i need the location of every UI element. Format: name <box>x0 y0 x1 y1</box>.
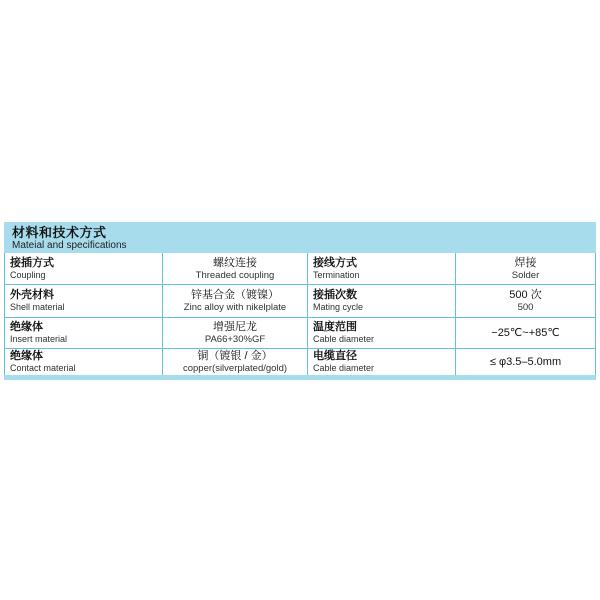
label-cell-contact-material <box>5 349 163 375</box>
table-row-shell-material <box>5 285 595 318</box>
table-row-insert-material <box>5 318 595 349</box>
label-cell-mating-cycle <box>308 285 456 317</box>
value-cn: 螺纹连接 <box>213 256 257 269</box>
value-cn: 铜（镀银 / 金） <box>197 350 273 362</box>
label-en: Shell material <box>10 302 65 312</box>
label-cn: 接插次数 <box>313 289 357 301</box>
value-en: copper(silverplated/gold) <box>182 363 288 374</box>
value-cn: 焊接 <box>514 256 537 269</box>
label-cell-coupling <box>5 253 163 284</box>
label-cn: 电缆直径 <box>313 350 357 362</box>
value-cell-contact-material <box>163 349 308 375</box>
value-cell-coupling <box>163 253 308 284</box>
panel-header <box>4 222 596 253</box>
label-cell-insert-material <box>5 318 163 348</box>
label-cell-shell-material <box>5 285 163 317</box>
label-en: Coupling <box>10 269 46 280</box>
label-cn: 绝缘体 <box>10 321 43 333</box>
label-en: Cable diameter <box>313 334 375 344</box>
value-en: Solder <box>511 269 540 281</box>
value-cn: −25℃~+85℃ <box>491 326 560 339</box>
value-cell-cable-diameter <box>456 349 595 375</box>
label-cn: 接插方式 <box>10 256 54 269</box>
value-cn: 锌基合金（镀镍） <box>191 289 279 301</box>
label-cell-cable-diameter <box>308 349 456 375</box>
label-cn: 绝缘体 <box>10 350 43 362</box>
label-en: Termination <box>313 269 360 280</box>
value-cn: 增强尼龙 <box>213 321 257 333</box>
value-en: 500 <box>517 302 534 313</box>
spec-table <box>4 253 596 375</box>
value-en: Threaded coupling <box>195 269 275 281</box>
label-en: Mating cycle <box>313 302 364 312</box>
value-cell-shell-material <box>163 285 308 317</box>
value-en: PA66+30%GF <box>204 334 266 345</box>
value-cell-termination <box>456 253 595 284</box>
label-cell-termination <box>308 253 456 284</box>
table-row-coupling <box>5 253 595 285</box>
label-cn: 接线方式 <box>313 256 357 269</box>
label-en: Insert material <box>10 334 68 344</box>
panel-title-cn: 材料和技术方式 <box>12 225 107 240</box>
panel-title-en: Mateial and specifications <box>12 240 127 251</box>
table-row-contact-material <box>5 349 595 375</box>
bottom-bar <box>4 375 596 380</box>
value-cell-insert-material <box>163 318 308 348</box>
spec-panel <box>4 222 596 380</box>
label-en: Cable diameter <box>313 363 375 373</box>
value-en: Zinc alloy with nikelplate <box>183 302 287 313</box>
label-cn: 外壳材料 <box>10 289 54 301</box>
value-cell-temperature-range <box>456 318 595 348</box>
label-cell-temperature-range <box>308 318 456 348</box>
label-en: Contact material <box>10 363 76 373</box>
value-cn: ≤ φ3.5–5.0mm <box>489 355 562 368</box>
label-cn: 温度范围 <box>313 321 357 333</box>
value-cell-mating-cycle <box>456 285 595 317</box>
value-cn: 500 次 <box>509 289 542 301</box>
